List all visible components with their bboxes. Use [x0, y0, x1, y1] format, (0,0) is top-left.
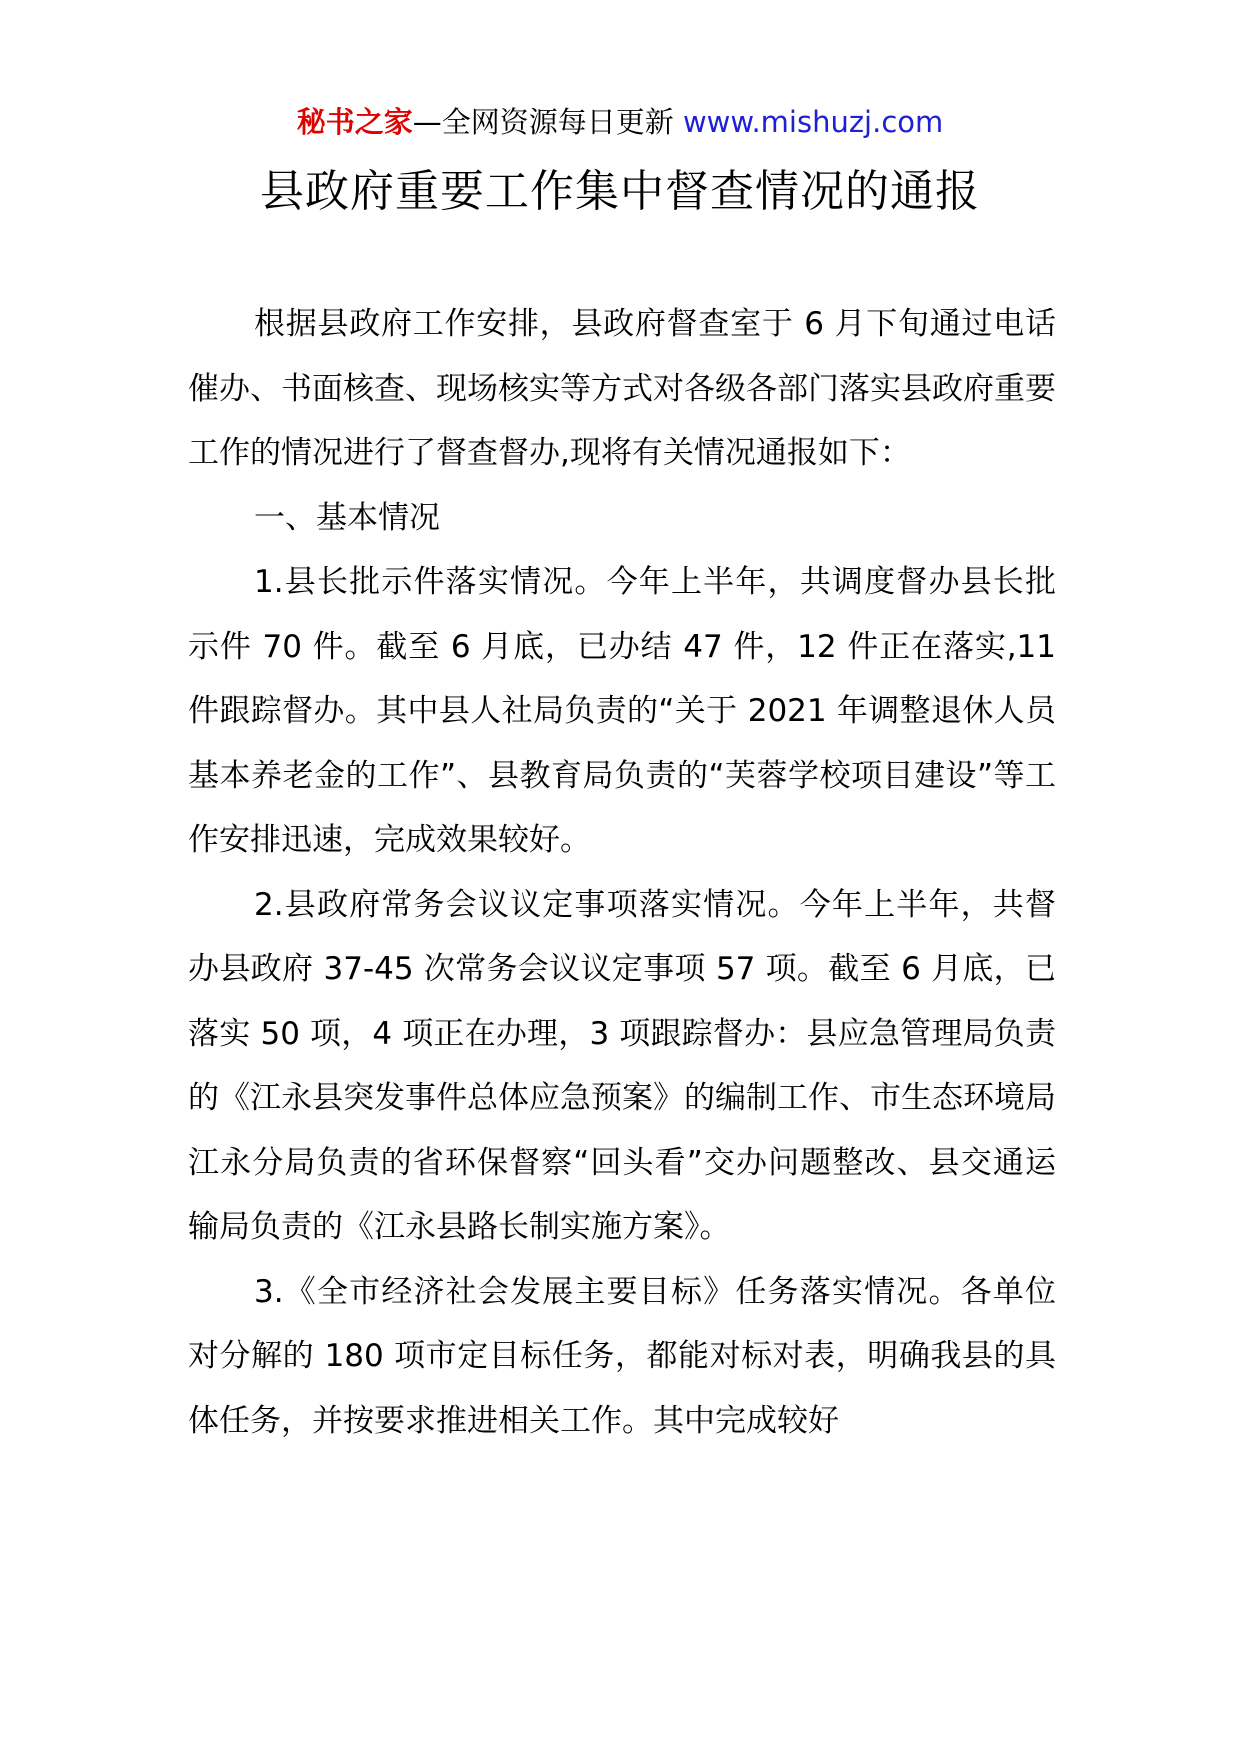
- document-title: 县政府重要工作集中督查情况的通报: [260, 166, 980, 217]
- section-heading-basic-situation: 一、基本情况: [254, 499, 440, 536]
- site-brand: 秘书之家: [296, 105, 413, 139]
- paragraph-item-2: 2.县政府常务会议议定事项落实情况。今年上半年，共督办县政府 37-45 次常务会议议定事项 57 项。截至 6 月底，已落实 50 项，4 项正在办理，3 项跟踪督办：县应急管理局负责的《江永县突发事件总体应急预案》的编制工作、市生态环境局江永分局负责的省环保督察“回头看”交办问题整改、县交通运输局负责的《江永县路长制实施方案》。: [188, 886, 1056, 1245]
- intro-paragraph: 根据县政府工作安排，县政府督查室于 6 月下旬通过电话催办、书面核查、现场核实等方式对各级各部门落实县政府重要工作的情况进行了督查督办,现将有关情况通报如下：: [188, 306, 1056, 471]
- paragraph-item-1: 1.县长批示件落实情况。今年上半年，共调度督办县长批示件 70 件。截至 6 月底，已办结 47 件，12 件正在落实,11 件跟踪督办。其中县人社局负责的“关于 2021 年调整退休人员基本养老金的工作”、县教育局负责的“芙蓉学校项目建设”等工作安排迅速，完成效果较好。: [188, 564, 1056, 858]
- paragraph-item-3: 3.《全市经济社会发展主要目标》任务落实情况。各单位对分解的 180 项市定目标任务，都能对标对表，明确我县的具体任务，并按要求推进相关工作。其中完成较好: [188, 1273, 1056, 1439]
- site-header: [0, 100, 1240, 144]
- document-body: [188, 292, 1056, 1453]
- site-tagline: —全网资源每日更新: [412, 105, 683, 139]
- site-url-link[interactable]: www.mishuzj.com: [682, 105, 944, 139]
